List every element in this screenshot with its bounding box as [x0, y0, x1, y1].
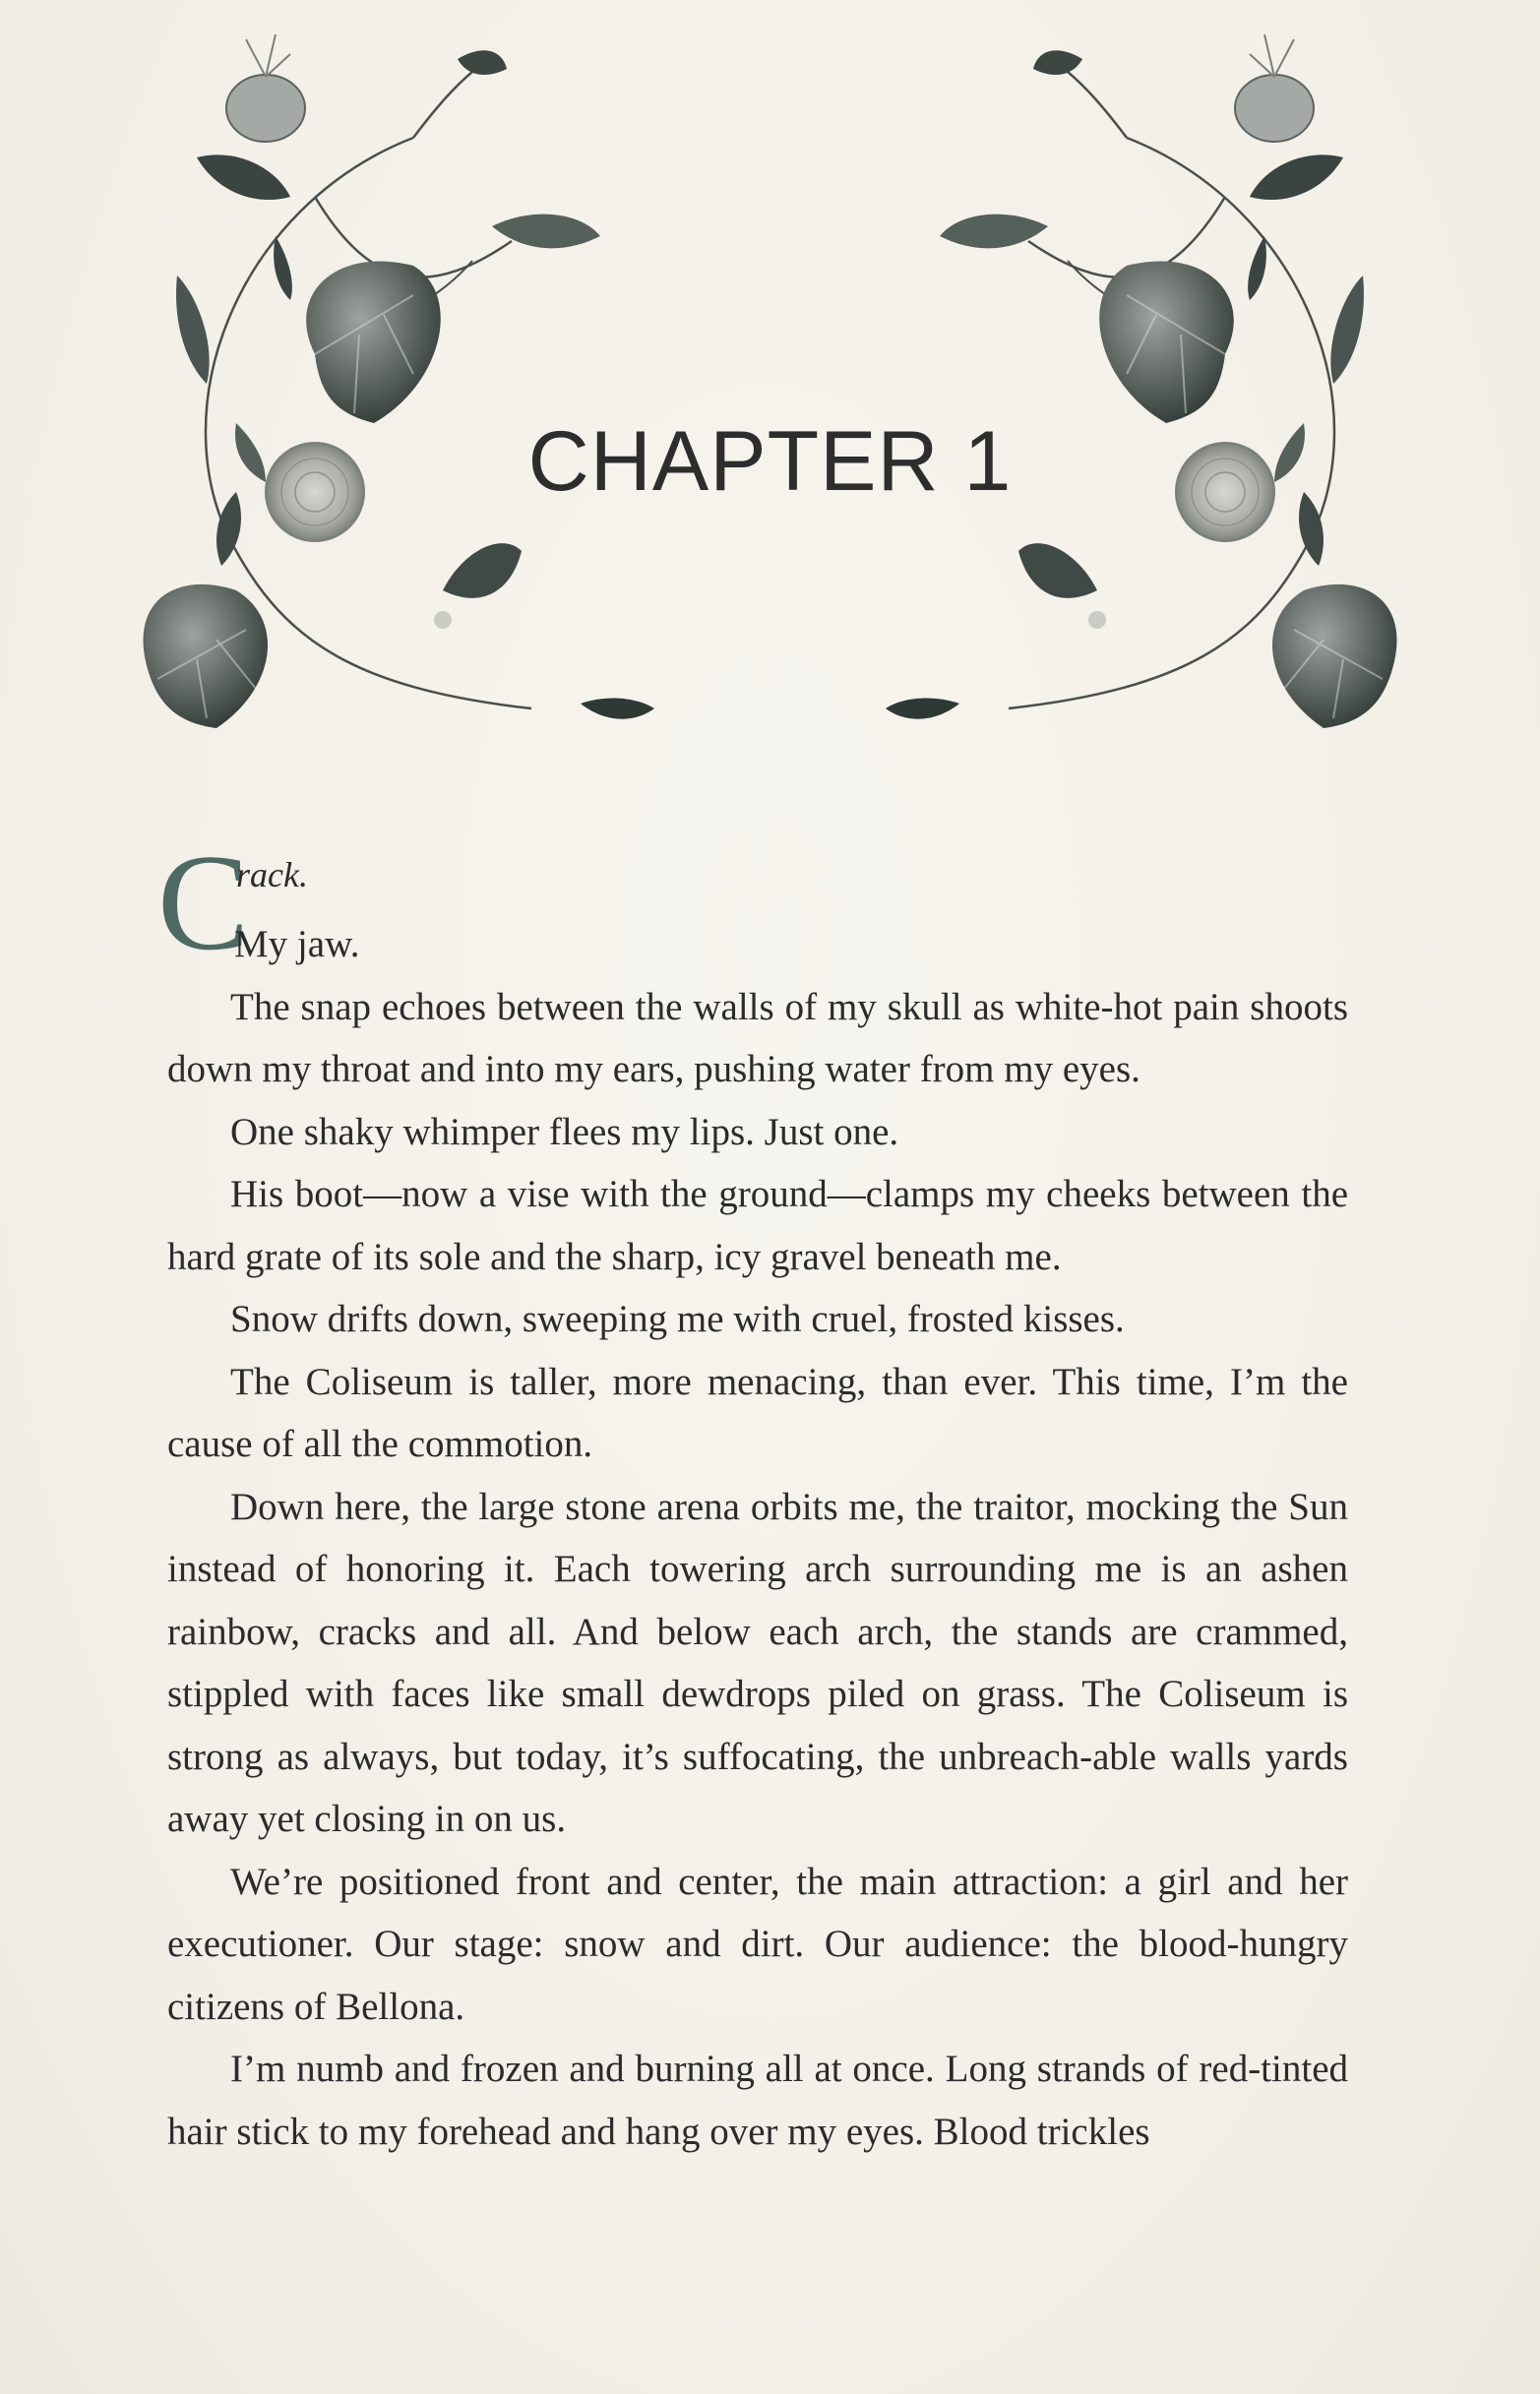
- chapter-title: CHAPTER 1: [527, 413, 1013, 509]
- paragraph: My jaw.: [234, 923, 360, 965]
- paragraph: Down here, the large stone arena orbits me, the traitor, mocking the Sun instead of honoring it. Each towering arch surrounding me is an ashen rainbow, cracks and all. And below each arch, the stands are crammed, stippled with faces like small dewdrops piled on grass. The Coliseum is strong as always, but today, it’s suffocating, the unbreach-able walls yards away yet closing in on us.: [167, 1485, 1348, 1840]
- drop-cap: C: [157, 827, 250, 979]
- paragraph: The Coliseum is taller, more menacing, than ever. This time, I’m the cause of all the commotion.: [167, 1360, 1348, 1465]
- paragraph: His boot—now a vise with the ground—clamps my cheeks between the hard grate of its sole and the sharp, icy gravel beneath me.: [167, 1173, 1348, 1278]
- paragraph: We’re positioned front and center, the main attraction: a girl and her executioner. Our stage: snow and dirt. Our audience: the blood-hungry citizens of Bellona.: [167, 1860, 1348, 2028]
- opening-word: rack.: [236, 855, 308, 894]
- paragraph: Snow drifts down, sweeping me with cruel, frosted kisses.: [230, 1298, 1125, 1340]
- body-text: [167, 913, 1348, 2163]
- right-floral-ornament-icon: [792, 0, 1422, 767]
- paragraph: I’m numb and frozen and burning all at once. Long strands of red-tinted hair stick to my forehead and hang over my eyes. Blood trickles: [167, 2048, 1348, 2153]
- paragraph: One shaky whimper flees my lips. Just one.: [230, 1110, 899, 1153]
- paragraph: The snap echoes between the walls of my skull as white-hot pain shoots down my throat and into my ears, pushing water from my eyes.: [167, 985, 1348, 1090]
- left-floral-ornament-icon: [118, 0, 748, 767]
